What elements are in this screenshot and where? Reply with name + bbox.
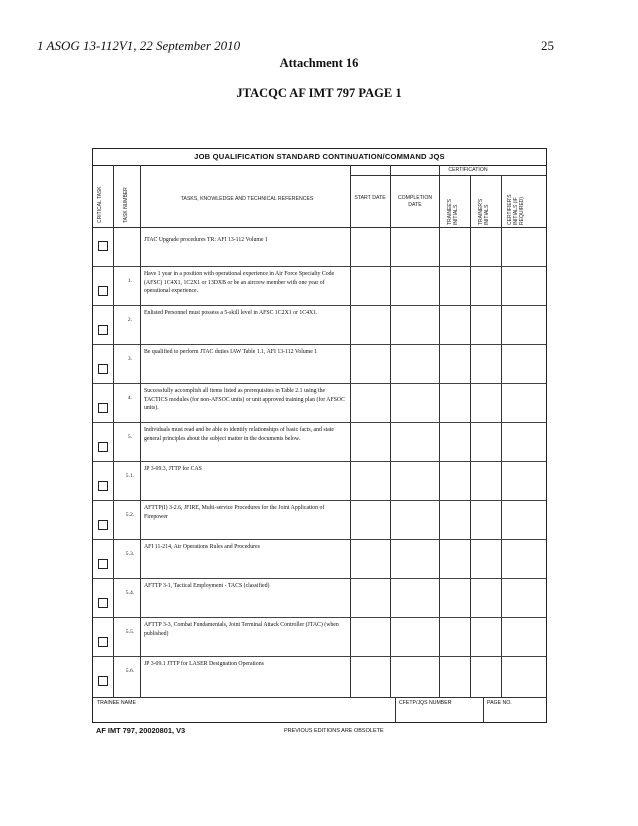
task-row	[93, 305, 546, 345]
start-date-header: START DATE	[354, 195, 386, 201]
form-footer	[93, 697, 546, 722]
task-number: 5.1.	[125, 473, 135, 479]
trainers-initials-header: TRAINER'S INITIALS	[478, 198, 490, 225]
task-description: Enlisted Personnel must possess a 5-skill level in AFSC 1C2X1 or 1C4X1.	[144, 310, 318, 316]
critical-task-checkbox[interactable]	[98, 241, 108, 251]
task-row	[93, 617, 546, 657]
completion-date-header: COMPLETION DATE	[397, 195, 433, 208]
task-number: 5.3.	[125, 551, 135, 557]
task-description: AFTTP 3-1, Tactical Employment - TACS (classified)	[144, 583, 270, 589]
task-number: 5.4.	[125, 590, 135, 596]
critical-task-checkbox[interactable]	[98, 403, 108, 413]
document-header: 1 ASOG 13-112V1, 22 September 2010	[37, 38, 241, 53]
critical-task-checkbox[interactable]	[98, 325, 108, 335]
critical-task-checkbox[interactable]	[98, 442, 108, 452]
tasks-header: TASKS, KNOWLEDGE AND TECHNICAL REFERENCES	[180, 196, 314, 202]
task-number: 3.	[127, 356, 133, 362]
critical-task-checkbox[interactable]	[98, 520, 108, 530]
task-description: Be qualified to perform JTAC duties IAW Table 1.1, AFI 13-112 Volume 1	[144, 349, 318, 355]
critical-task-header: CRITICAL TASK	[97, 186, 103, 223]
certifiers-initials-header: CERTIFIER'S INITIALS (IF REQUIRED)	[507, 194, 525, 225]
critical-task-checkbox[interactable]	[98, 598, 108, 608]
task-description: JP 3-09.1 JTTP for LASER Designation Operations	[144, 661, 264, 667]
task-number: 5.	[127, 434, 133, 440]
task-number-header: TASK NUMBER	[123, 187, 129, 223]
task-row	[93, 422, 546, 462]
task-row	[93, 227, 546, 267]
task-description: JTAC Upgrade procedures TR: AFI 13-112 Volume 1	[144, 237, 268, 243]
form-title: JOB QUALIFICATION STANDARD CONTINUATION/COMMAND JQS	[93, 149, 546, 166]
task-number: 5.5.	[125, 629, 135, 635]
critical-task-checkbox[interactable]	[98, 481, 108, 491]
form-id: AF IMT 797, 20020801, V3	[96, 726, 186, 735]
critical-task-checkbox[interactable]	[98, 286, 108, 296]
page-number: 25	[541, 38, 554, 53]
critical-task-checkbox[interactable]	[98, 559, 108, 569]
task-row	[93, 344, 546, 384]
page-no-label: PAGE NO.	[487, 700, 512, 706]
task-number: 5.2.	[125, 512, 135, 518]
task-description: AFI 11-214, Air Operations Rules and Procedures	[144, 544, 260, 550]
task-number: 1.	[127, 278, 133, 284]
task-description: Successfully accomplish all items listed as prerequisites in Table 2.1 using the TACTICS modules (for non-AFSOC units) or unit approved training plan (for AFSOC units).	[144, 388, 345, 412]
cfetp-number-label: CFETP/JQS NUMBER	[399, 700, 452, 706]
certification-header: CERTIFICATION	[448, 167, 488, 173]
attachment-title: Attachment 16	[279, 56, 359, 70]
task-row	[93, 383, 546, 423]
page-subtitle: JTACQC AF IMT 797 PAGE 1	[236, 86, 402, 100]
task-number: 2.	[127, 317, 133, 323]
task-number: 4.	[127, 395, 133, 401]
task-row	[93, 578, 546, 618]
task-description: AFTTP(I) 3-2.6, JFIRE, Multi-service Procedures for the Joint Application of Firepower	[144, 505, 325, 520]
task-row	[93, 500, 546, 540]
obsolete-notice: PREVIOUS EDITIONS ARE OBSOLETE	[284, 728, 384, 734]
task-number: 5.6.	[125, 668, 135, 674]
task-row	[93, 656, 546, 695]
task-description: Have 1 year in a position with operational experience in Air Force Specialty Code (AFSC) 1C4X1, 1C2X1 or 13DXB or be an aircrew member with one year of operational experience.	[144, 271, 335, 295]
trainees-initials-header: TRAINEE'S INITIALS	[447, 199, 459, 225]
task-row	[93, 266, 546, 306]
critical-task-checkbox[interactable]	[98, 364, 108, 374]
task-description: AFTTP 3-3, Combat Fundamentals, Joint Terminal Attack Controller (JTAC) (when published)	[144, 622, 339, 637]
certification-divider	[350, 175, 546, 176]
trainee-name-label: TRAINEE NAME	[97, 700, 136, 706]
task-row	[93, 461, 546, 501]
task-row	[93, 539, 546, 579]
critical-task-checkbox[interactable]	[98, 637, 108, 647]
critical-task-checkbox[interactable]	[98, 676, 108, 686]
jqs-form	[92, 148, 547, 723]
task-description: Individuals must read and be able to identify relationships of basic facts, and state general principles about the subject matter in the documents below.	[144, 427, 334, 442]
task-description: JP 3-09.3, JTTP for CAS	[144, 466, 202, 472]
